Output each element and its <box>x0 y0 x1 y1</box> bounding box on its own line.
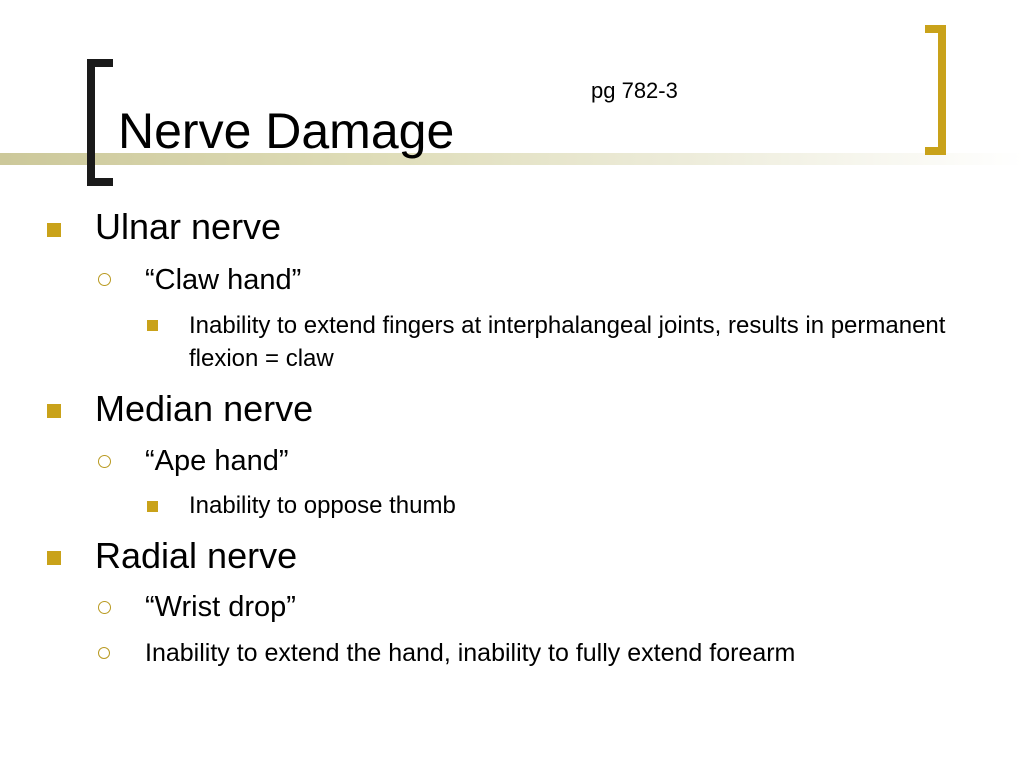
square-bullet-icon <box>147 501 158 512</box>
ring-bullet-icon <box>98 455 111 468</box>
detail-wrist-drop: Inability to extend the hand, inability to fully extend forearm <box>145 639 796 667</box>
detail-ape-hand: Inability to oppose thumb <box>189 492 456 519</box>
right-bracket-decoration <box>925 25 946 155</box>
left-bracket-decoration <box>87 59 113 186</box>
section-heading-ulnar: Ulnar nerve <box>95 206 282 247</box>
square-bullet-icon <box>47 404 61 418</box>
subheading-ape-hand: “Ape hand” <box>145 445 289 477</box>
subheading-wrist-drop: “Wrist drop” <box>145 591 296 623</box>
square-bullet-icon <box>147 320 158 331</box>
square-bullet-icon <box>47 223 61 237</box>
page-reference: pg 782-3 <box>591 78 678 103</box>
detail-claw-hand: Inability to extend fingers at interphalangeal joints, results in permanent flexion = claw <box>189 312 946 372</box>
square-bullet-icon <box>47 551 61 565</box>
ring-bullet-icon <box>98 273 111 286</box>
section-heading-radial: Radial nerve <box>95 535 298 576</box>
slide-title: Nerve Damage <box>118 103 455 159</box>
ring-bullet-icon <box>98 601 111 614</box>
section-heading-median: Median nerve <box>95 388 314 429</box>
ring-bullet-icon <box>98 647 110 659</box>
subheading-claw-hand: “Claw hand” <box>145 264 302 296</box>
